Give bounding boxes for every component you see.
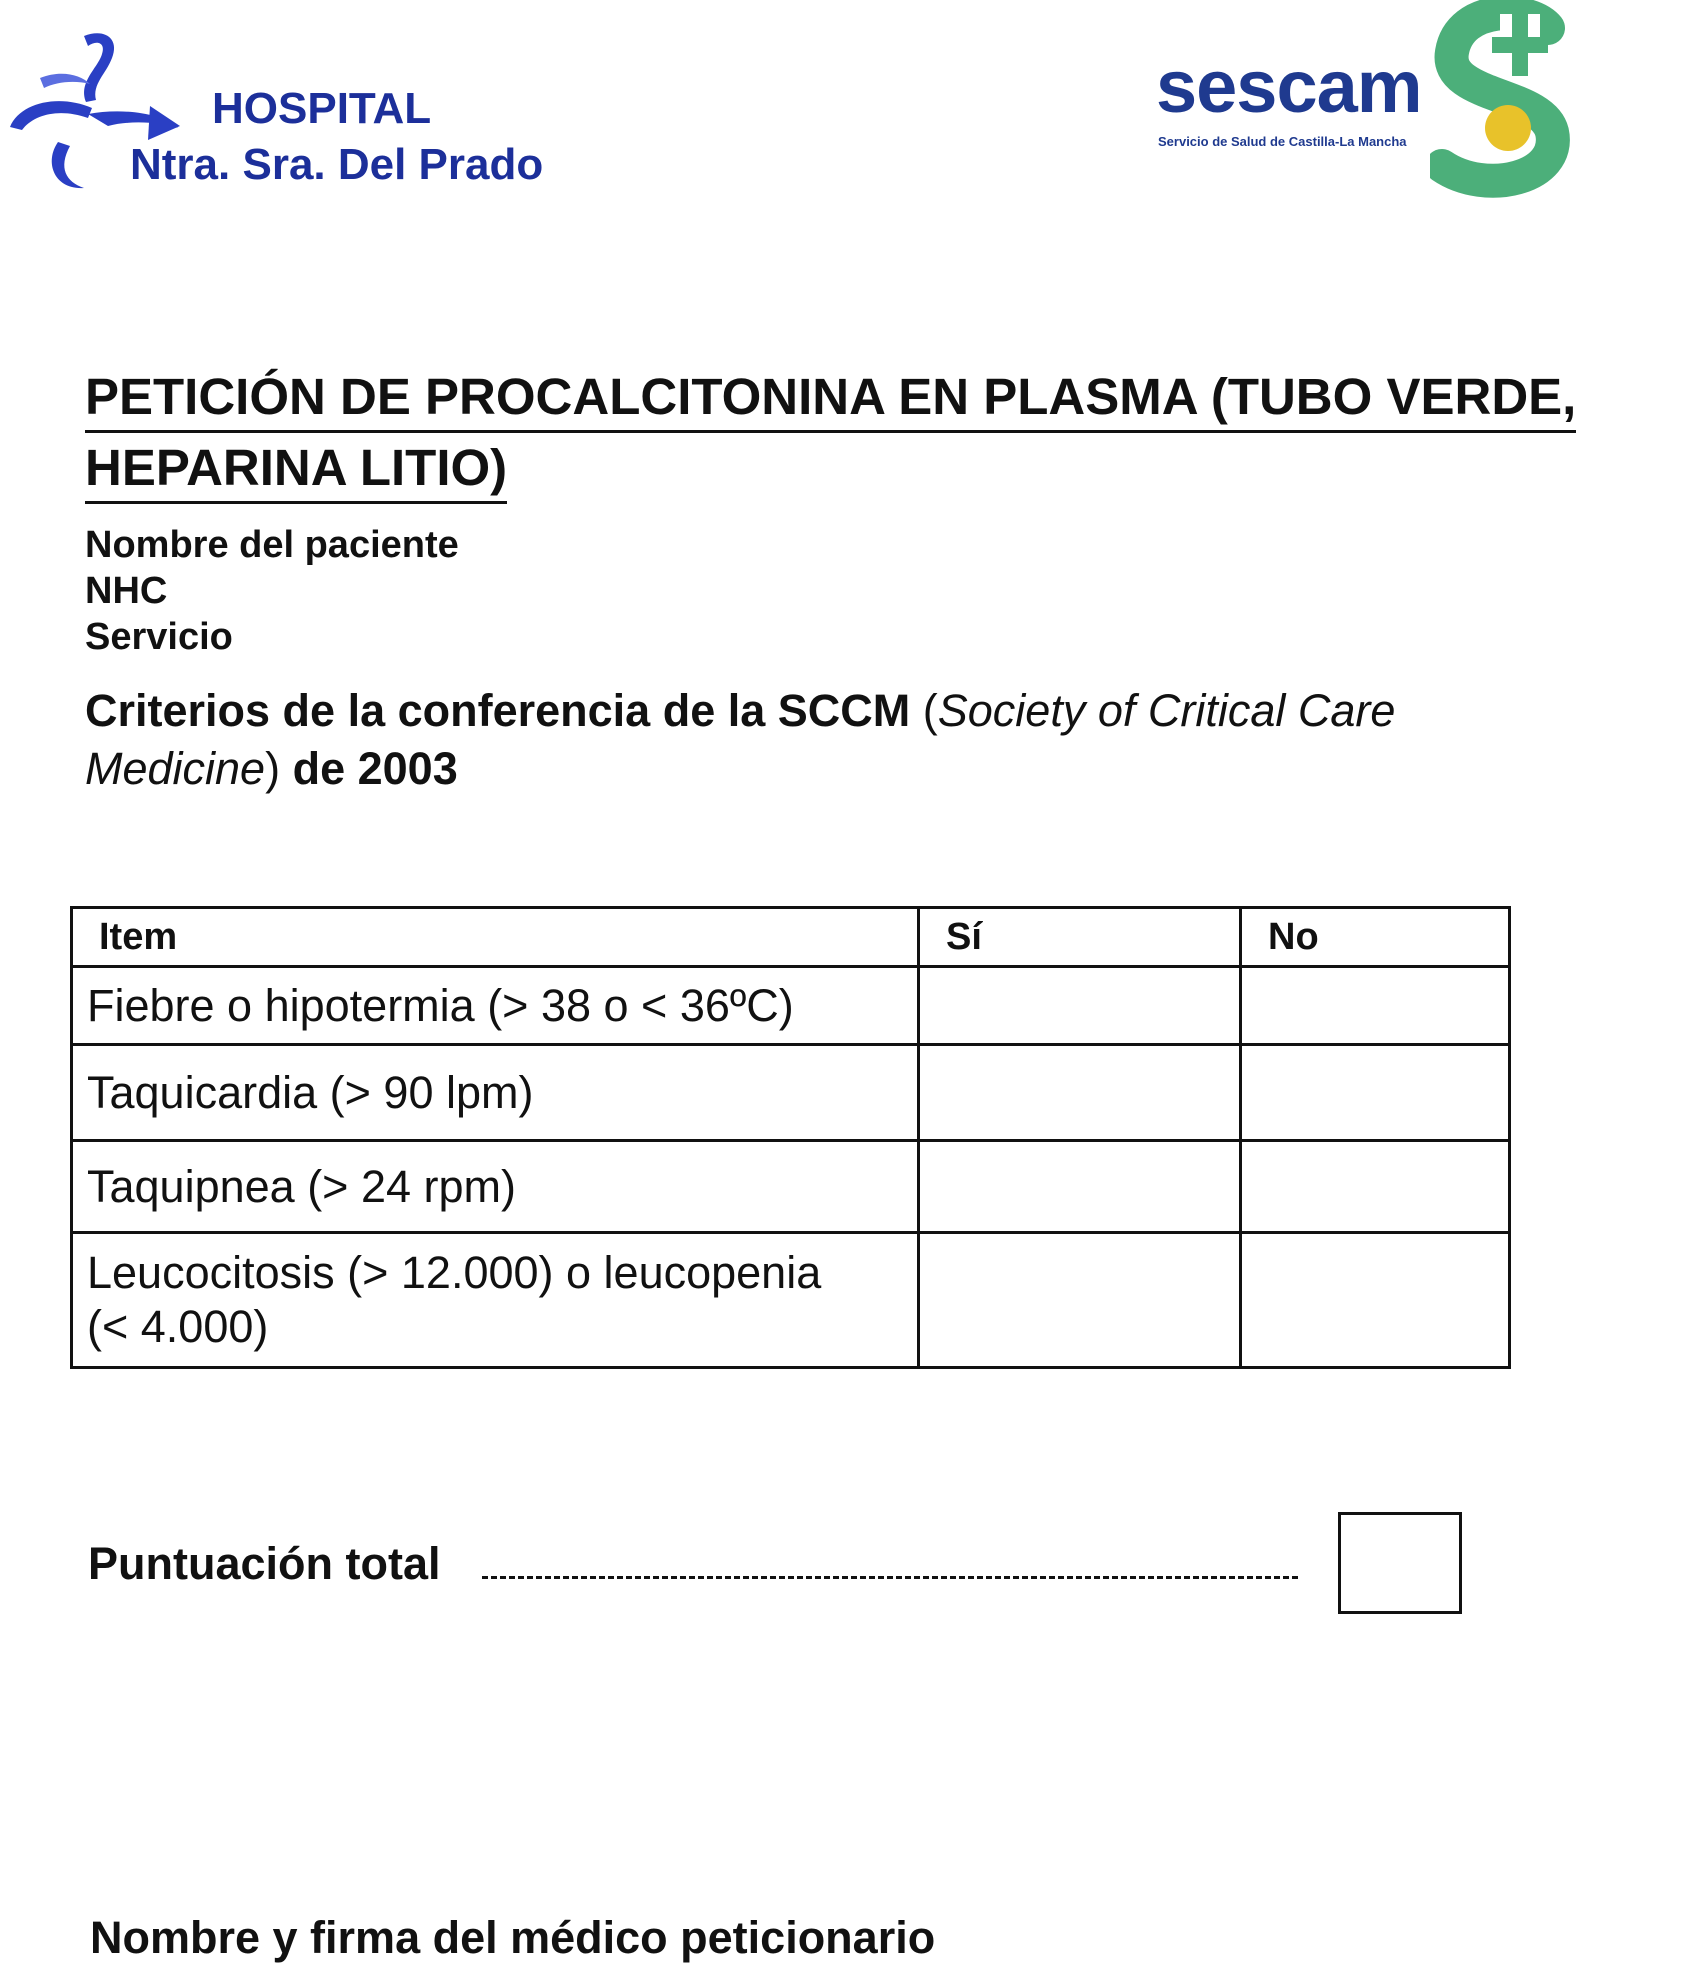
hospital-name-line2: Ntra. Sra. Del Prado [130, 140, 544, 189]
form-title-line1: PETICIÓN DE PROCALCITONINA EN PLASMA (TUBO VERDE, [85, 366, 1576, 433]
sescam-s-cross-icon [1430, 0, 1580, 198]
no-checkbox-cell[interactable] [1241, 1141, 1510, 1233]
nhc-label: NHC [85, 570, 168, 612]
total-score-label: Puntuación total [88, 1538, 441, 1589]
no-checkbox-cell[interactable] [1241, 1045, 1510, 1141]
patient-name-label: Nombre del paciente [85, 524, 459, 566]
hospital-name-line1: HOSPITAL [212, 84, 432, 133]
yes-checkbox-cell[interactable] [919, 1233, 1241, 1368]
no-checkbox-cell[interactable] [1241, 967, 1510, 1045]
row-item-tachypnea: Taquipnea (> 24 rpm) [72, 1141, 919, 1233]
header-item: Item [72, 908, 919, 967]
row-item-leukocytosis [72, 1233, 919, 1368]
no-checkbox-cell[interactable] [1241, 1233, 1510, 1368]
row-item-fever: Fiebre o hipotermia (> 38 o < 36ºC) [72, 967, 919, 1045]
criteria-table [70, 906, 1511, 1369]
row-item-tachycardia: Taquicardia (> 90 lpm) [72, 1045, 919, 1141]
table-row [72, 967, 1510, 1045]
form-title-line2: HEPARINA LITIO) [85, 437, 507, 504]
criteria-text: Criterios de la conferencia de la SCCM [85, 685, 911, 736]
table-header-row [72, 908, 1510, 967]
criteria-society-name: Society of Critical Care Medicine [85, 685, 1396, 794]
criteria-close-paren: ) [265, 743, 281, 794]
yes-checkbox-cell[interactable] [919, 1045, 1241, 1141]
signature-label: Nombre y firma del médico peticionario [90, 1912, 936, 1963]
sescam-logo [1150, 0, 1580, 200]
header-yes: Sí [919, 908, 1241, 967]
criteria-open-paren: ( [922, 685, 938, 736]
table-row [72, 1045, 1510, 1141]
table-row [72, 1233, 1510, 1368]
sescam-wordmark: sescam [1156, 45, 1422, 128]
yes-checkbox-cell[interactable] [919, 1141, 1241, 1233]
criteria-year: de 2003 [292, 743, 458, 794]
total-score-box[interactable] [1338, 1512, 1462, 1614]
header-no: No [1241, 908, 1510, 967]
row-item-leukocytosis-line1: Leucocitosis (> 12.000) o leucopenia [87, 1247, 822, 1298]
yes-checkbox-cell[interactable] [919, 967, 1241, 1045]
row-item-leukocytosis-line2: (< 4.000) [87, 1301, 269, 1352]
total-score-leader-line [482, 1576, 1298, 1579]
form-title [85, 362, 1705, 504]
sescam-subtitle: Servicio de Salud de Castilla-La Mancha [1158, 134, 1407, 149]
hospital-logo [0, 22, 544, 202]
patient-fields [85, 522, 459, 660]
criteria-heading [85, 682, 1485, 798]
service-label: Servicio [85, 616, 233, 658]
table-row [72, 1141, 1510, 1233]
